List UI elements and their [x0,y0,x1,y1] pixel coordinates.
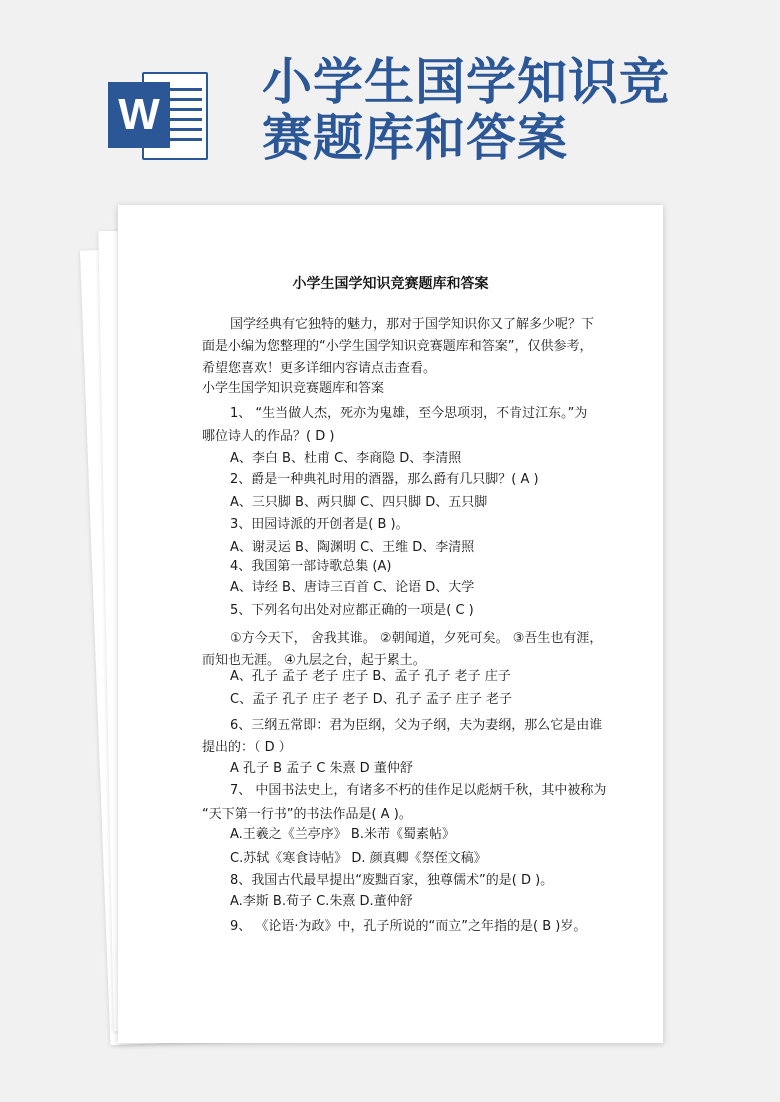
word-icon [108,68,210,164]
document-page [118,205,663,1043]
text-line: 面是小编为您整理的“小学生国学知识竞赛题库和答案”，仅供参考， [202,339,593,354]
text-line: 9、 《论语·为政》中，孔子所说的“而立”之年指的是( B )岁。 [230,919,587,934]
text-line: 5、下列名句出处对应都正确的一项是( C ) [230,603,474,618]
text-line: A、三只脚 B、两只脚 C、四只脚 D、五只脚 [230,495,488,510]
text-line: 3、田园诗派的开创者是( B )。 [230,517,409,532]
text-line: 7、 中国书法史上，有诸多不朽的佳作足以彪炳千秋，其中被称为 [230,783,607,798]
hero-title-line-2: 赛题库和答案 [262,109,568,167]
text-line: C.苏轼《寒食诗帖》 D. 颜真卿《祭侄文稿》 [230,851,487,866]
text-line: 2、爵是一种典礼时用的酒器，那么爵有几只脚？( A ) [230,472,539,487]
text-line: 提出的：（ D ） [202,740,292,755]
text-line: “天下第一行书”的书法作品是( A )。 [202,807,412,822]
text-line: 4、我国第一部诗歌总集 (A) [230,559,392,574]
text-line: A、孔子 孟子 老子 庄子 B、孟子 孔子 老子 庄子 [230,669,511,684]
text-line: A、李白 B、杜甫 C、李商隐 D、李清照 [230,451,462,466]
text-line: 8、我国古代最早提出“废黜百家，独尊儒术”的是( D )。 [230,873,554,888]
document-title: 小学生国学知识竞赛题库和答案 [292,276,489,292]
text-line: 6、三纲五常即：君为臣纲，父为子纲，夫为妻纲，那么它是由谁 [230,718,603,733]
text-line: A.王羲之《兰亭序》 B.米芾《蜀素帖》 [230,827,455,842]
text-line: A 孔子 B 孟子 C 朱熹 D 董仲舒 [230,761,413,776]
hero-title [262,54,732,166]
text-line: 国学经典有它独特的魅力，那对于国学知识你又了解多少呢？下 [230,317,595,332]
text-line: 而知也无涯。 ④九层之台，起于累土。 [202,653,426,668]
text-line: 1、 “生当做人杰，死亦为鬼雄，至今思项羽，不肯过江东。”为 [230,406,588,421]
word-badge: W [108,82,170,148]
text-line: A、诗经 B、唐诗三百首 C、论语 D、大学 [230,580,475,595]
text-line: 小学生国学知识竞赛题库和答案 [202,381,385,396]
hero-title-line-1: 小学生国学知识竞 [262,53,670,111]
text-line: C、孟子 孔子 庄子 老子 D、孔子 孟子 庄子 老子 [230,692,513,707]
text-line: 希望您喜欢！更多详细内容请点击查看。 [202,361,437,376]
text-line: 哪位诗人的作品？( D ) [202,429,335,444]
text-line: A、谢灵运 B、陶渊明 C、王维 D、李清照 [230,540,475,555]
text-line: ①方今天下， 舍我其谁。 ②朝闻道，夕死可矣。 ③吾生也有涯， [230,631,603,646]
text-line: A.李斯 B.荀子 C.朱熹 D.董仲舒 [230,894,413,909]
